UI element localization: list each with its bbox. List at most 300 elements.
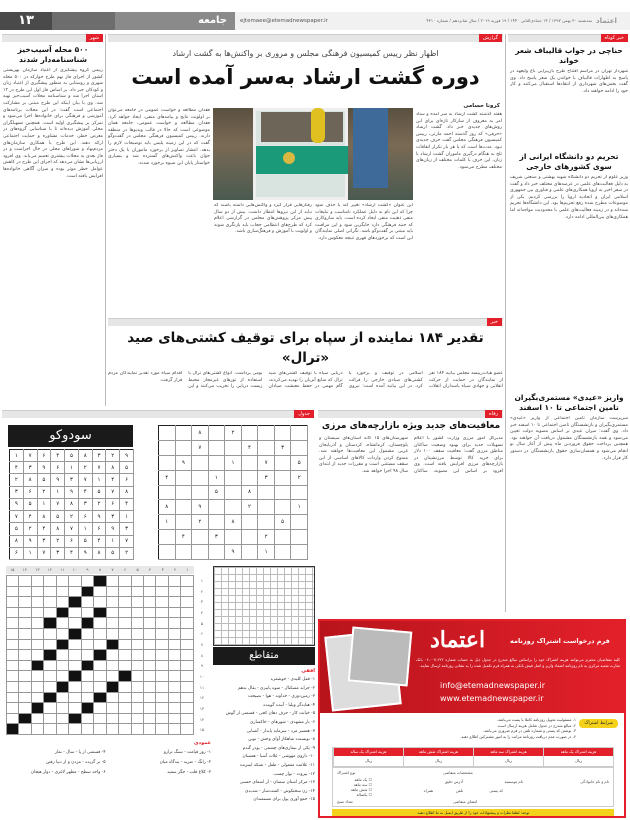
crossword-cell[interactable] [19,681,31,692]
sudoku-cell[interactable]: ۵ [291,455,308,470]
crossword-cell[interactable] [31,607,43,618]
sudoku-cell[interactable] [192,455,209,470]
crossword-cell[interactable] [106,607,118,618]
crossword-cell[interactable] [119,703,131,714]
sudoku-cell[interactable] [175,440,192,455]
crossword-grid[interactable] [6,575,194,735]
crossword-cell[interactable] [181,576,194,587]
crossword-cell[interactable] [56,650,68,661]
crossword-cell[interactable] [94,628,106,639]
sudoku-cell[interactable] [258,485,275,500]
sudoku-cell: ۶ [37,450,51,462]
sudoku-cell[interactable] [291,530,308,545]
sudoku-cell[interactable] [274,530,291,545]
crossword-cell[interactable] [56,576,68,587]
crossword-cell[interactable] [143,639,155,650]
crossword-cell[interactable] [106,618,118,629]
sudoku-cell[interactable] [241,455,258,470]
sudoku-cell[interactable]: ۴ [175,530,192,545]
crossword-cell[interactable] [31,724,43,735]
sudoku-cell[interactable] [159,455,176,470]
sudoku-cell[interactable]: ۸ [241,485,258,500]
sudoku-cell[interactable] [291,485,308,500]
crossword-cell[interactable] [131,650,143,661]
sudoku-cell[interactable] [291,440,308,455]
crossword-cell[interactable] [131,576,143,587]
crossword-cell[interactable] [106,692,118,703]
crossword-cell[interactable] [131,692,143,703]
sudoku-cell[interactable] [274,485,291,500]
company-field[interactable]: نام موسسه [504,779,523,784]
crossword-cell[interactable] [44,660,56,671]
sudoku-cell[interactable] [258,500,275,515]
crossword-cell[interactable] [69,607,81,618]
crossword-cell[interactable] [131,639,143,650]
crossword-cell[interactable] [69,586,81,597]
sudoku-cell[interactable]: ۹ [225,545,242,560]
crossword-cell[interactable] [143,650,155,661]
crossword-cell[interactable] [81,650,93,661]
sudoku-cell[interactable] [192,545,209,560]
crossword-cell[interactable] [131,618,143,629]
crossword-cell[interactable] [81,628,93,639]
crossword-cell[interactable] [44,586,56,597]
sudoku-cell[interactable]: ۸ [192,426,209,441]
crossword-cell[interactable] [131,671,143,682]
crossword-cell[interactable] [56,618,68,629]
crossword-cell[interactable] [106,628,118,639]
ad-email[interactable]: info@etemadnewspaper.ir [440,681,546,690]
crossword-cell[interactable] [106,597,118,608]
crossword-cell[interactable] [131,597,143,608]
sudoku-cell[interactable] [241,470,258,485]
sudoku-cell[interactable] [175,426,192,441]
crossword-cell[interactable] [119,576,131,587]
crossword-cell[interactable] [156,576,168,587]
crossword-cell[interactable] [143,692,155,703]
crossword-cell[interactable] [19,607,31,618]
crossword-cell[interactable] [168,618,180,629]
crossword-cell[interactable] [19,660,31,671]
sudoku-cell[interactable] [258,440,275,455]
crossword-cell[interactable] [56,671,68,682]
crossword-cell[interactable] [81,607,93,618]
crossword-cell[interactable] [44,597,56,608]
crossword-cell[interactable] [119,597,131,608]
crossword-cell[interactable] [19,650,31,661]
crossword-cell[interactable] [156,692,168,703]
sudoku-cell[interactable] [291,426,308,441]
crossword-cell[interactable] [19,639,31,650]
signature-field[interactable]: امضای متقاضی [453,799,478,804]
sudoku-cell[interactable] [208,515,225,530]
crossword-cell[interactable] [31,681,43,692]
crossword-cell[interactable] [156,639,168,650]
crossword-cell[interactable] [156,681,168,692]
sudoku-cell[interactable] [225,530,242,545]
crossword-cell[interactable] [143,681,155,692]
crossword-cell[interactable] [168,628,180,639]
sudoku-cell[interactable]: ۱ [291,500,308,515]
crossword-cell[interactable] [168,639,180,650]
sudoku-cell[interactable] [175,485,192,500]
crossword-black-cell [81,586,93,597]
sudoku-cell[interactable]: ۲ [225,426,242,441]
crossword-cell[interactable] [181,713,194,724]
crossword-cell[interactable] [31,639,43,650]
crossword-cell[interactable] [19,576,31,587]
crossword-cell[interactable] [69,724,81,735]
sudoku-cell[interactable] [159,545,176,560]
crossword-cell[interactable] [181,607,194,618]
sudoku-cell[interactable]: ۲ [192,515,209,530]
crossword-cell[interactable] [168,681,180,692]
crossword-cell[interactable] [181,597,194,608]
crossword-cell[interactable] [168,586,180,597]
crossword-cell[interactable] [19,703,31,714]
subscription-form[interactable] [332,767,614,807]
sudoku-cell[interactable] [291,515,308,530]
crossword-cell[interactable] [143,607,155,618]
crossword-cell[interactable] [81,724,93,735]
crossword-cell[interactable] [19,618,31,629]
crossword-cell[interactable] [31,628,43,639]
sudoku-cell[interactable] [291,545,308,560]
sudoku-cell[interactable]: ۸ [159,500,176,515]
crossword-cell[interactable] [56,703,68,714]
mobile-field[interactable]: همراه [423,788,433,793]
sudoku-cell[interactable]: ۳ [208,530,225,545]
crossword-cell[interactable] [168,576,180,587]
crossword-cell[interactable] [168,607,180,618]
crossword-cell[interactable] [31,692,43,703]
crossword-cell[interactable] [106,650,118,661]
crossword-cell[interactable] [156,597,168,608]
sudoku-cell[interactable] [175,515,192,530]
crossword-cell[interactable] [156,713,168,724]
crossword-cell[interactable] [19,597,31,608]
crossword-cell[interactable] [156,724,168,735]
crossword-cell[interactable] [7,586,19,597]
crossword-cell[interactable] [119,681,131,692]
sudoku-cell[interactable]: ۲ [241,500,258,515]
crossword-cell[interactable] [44,639,56,650]
sudoku-cell[interactable] [274,545,291,560]
crossword-cell[interactable] [143,618,155,629]
sudoku-cell[interactable]: ۷ [192,440,209,455]
crossword-cell[interactable] [69,692,81,703]
sudoku-cell[interactable] [208,545,225,560]
crossword-cell[interactable] [131,586,143,597]
crossword-cell[interactable] [143,576,155,587]
sudoku-cell[interactable] [274,426,291,441]
crossword-cell[interactable] [44,628,56,639]
sudoku-cell[interactable]: ۲ [258,530,275,545]
crossword-cell[interactable] [168,703,180,714]
crossword-cell[interactable] [181,650,194,661]
crossword-cell[interactable] [7,597,19,608]
crossword-cell[interactable] [56,586,68,597]
crossword-cell[interactable] [31,713,43,724]
crossword-cell[interactable] [69,576,81,587]
sudoku-cell[interactable]: ۹ [192,500,209,515]
sudoku-cell[interactable]: ۱ [159,515,176,530]
crossword-cell[interactable] [94,703,106,714]
name-field[interactable]: نام و نام خانوادگی [580,779,609,784]
ad-title: فرم درخواست اشتراک روزنامه [510,637,610,645]
crossword-cell[interactable] [156,660,168,671]
crossword-cell[interactable] [44,724,56,735]
crossword-cell[interactable] [156,618,168,629]
sudoku-cell[interactable]: ۳ [258,470,275,485]
crossword-cell[interactable] [81,576,93,587]
crossword-cell[interactable] [7,660,19,671]
crossword-cell[interactable] [19,628,31,639]
crossword-cell[interactable] [56,660,68,671]
crossword-cell[interactable] [106,703,118,714]
sudoku-cell[interactable]: ۱ [258,545,275,560]
crossword-cell[interactable] [119,650,131,661]
sudoku-cell[interactable] [159,530,176,545]
sudoku-cell[interactable]: ۸ [225,515,242,530]
sudoku-cell[interactable]: ۴ [159,470,176,485]
crossword-cell[interactable] [119,713,131,724]
crossword-cell[interactable] [181,724,194,735]
crossword-cell[interactable] [31,586,43,597]
sudoku-cell[interactable] [192,485,209,500]
sudoku-cell[interactable] [225,500,242,515]
crossword-cell[interactable] [44,671,56,682]
crossword-cell[interactable] [69,681,81,692]
crossword-cell[interactable] [7,650,19,661]
crossword-cell[interactable] [56,692,68,703]
crossword-cell[interactable] [44,576,56,587]
crossword-cell[interactable] [94,671,106,682]
crossword-cell[interactable] [143,597,155,608]
crossword-cell[interactable] [131,660,143,671]
section-email[interactable]: ejtemaee@etemadnewspaper.ir [240,18,328,24]
sudoku-cell[interactable]: ۱ [225,455,242,470]
crossword-cell[interactable] [119,724,131,735]
crossword-cell[interactable] [81,597,93,608]
crossword-cell[interactable] [143,671,155,682]
sudoku-cell[interactable]: ۲ [291,470,308,485]
crossword-cell[interactable] [19,586,31,597]
sudoku-cell[interactable] [208,440,225,455]
crossword-cell[interactable] [19,724,31,735]
crossword-cell[interactable] [119,607,131,618]
crossword-cell[interactable] [69,618,81,629]
crossword-cell[interactable] [56,628,68,639]
sudoku-puzzle-grid[interactable] [158,425,308,560]
postal-field[interactable]: کد پستی [489,788,503,793]
sudoku-cell[interactable] [159,426,176,441]
crossword-cell[interactable] [69,639,81,650]
crossword-cell[interactable] [7,681,19,692]
police-emblem [283,152,295,164]
crossword-cell[interactable] [7,618,19,629]
sudoku-cell[interactable] [241,545,258,560]
crossword-cell[interactable] [31,597,43,608]
crossword-cell[interactable] [181,618,194,629]
crossword-cell[interactable] [94,639,106,650]
sudoku-cell[interactable] [208,426,225,441]
sudoku-cell[interactable] [258,426,275,441]
sudoku-cell[interactable] [241,426,258,441]
crossword-cell[interactable] [181,692,194,703]
crossword-cell[interactable] [69,650,81,661]
phone-field[interactable]: تلفن [455,788,463,793]
crossword-cell[interactable] [143,586,155,597]
address-field[interactable]: آدرس دقیق [444,779,463,784]
crossword-cell[interactable] [131,724,143,735]
crossword-cell[interactable] [94,724,106,735]
sudoku-cell[interactable] [192,470,209,485]
crossword-cell[interactable] [81,692,93,703]
crossword-cell[interactable] [106,586,118,597]
crossword-cell[interactable] [143,703,155,714]
sudoku-cell[interactable] [159,440,176,455]
sudoku-cell[interactable] [192,530,209,545]
sudoku-cell[interactable] [175,545,192,560]
crossword-cell[interactable] [156,703,168,714]
crossword-cell[interactable] [7,576,19,587]
crossword-cell[interactable] [156,628,168,639]
ad-website[interactable]: www.etemadnewspaper.ir [440,694,544,703]
sudoku-cell[interactable]: ۴ [241,440,258,455]
duration-options[interactable] [337,777,372,797]
crossword-cell[interactable] [119,660,131,671]
crossword-cell[interactable] [156,650,168,661]
crossword-cell[interactable] [56,713,68,724]
crossword-cell[interactable] [31,650,43,661]
crossword-cell[interactable] [81,639,93,650]
crossword-cell[interactable] [44,703,56,714]
crossword-cell[interactable] [106,576,118,587]
sudoku-cell[interactable] [208,500,225,515]
crossword-cell[interactable] [119,639,131,650]
crossword-cell[interactable] [31,576,43,587]
sudoku-cell[interactable]: ۱ [208,470,225,485]
crossword-cell[interactable] [143,628,155,639]
crossword-cell[interactable] [81,681,93,692]
crossword-cell[interactable] [94,597,106,608]
crossword-cell[interactable] [94,586,106,597]
crossword-cell[interactable] [143,724,155,735]
sudoku-cell[interactable] [225,440,242,455]
crossword-cell[interactable] [181,703,194,714]
sudoku-cell[interactable] [225,485,242,500]
crossword-cell[interactable] [94,681,106,692]
crossword-cell[interactable] [119,586,131,597]
crossword-cell[interactable] [131,703,143,714]
crossword-cell[interactable] [181,639,194,650]
crossword-cell[interactable] [19,671,31,682]
crossword-cell[interactable] [119,692,131,703]
crossword-cell[interactable] [106,671,118,682]
sudoku-cell[interactable] [274,470,291,485]
sudoku-cell[interactable] [241,515,258,530]
crossword-cell[interactable] [69,660,81,671]
crossword-cell[interactable] [168,692,180,703]
crossword-cell[interactable] [56,724,68,735]
crossword-cell[interactable] [131,713,143,724]
crossword-cell[interactable] [131,681,143,692]
crossword-cell[interactable] [94,660,106,671]
crossword-cell[interactable] [44,681,56,692]
sudoku-cell[interactable] [274,500,291,515]
sudoku-cell[interactable] [175,470,192,485]
across-clue: ۱۳- مرکز استان سمنان - از اسمای حسنی [239,780,315,786]
sudoku-cell[interactable] [175,500,192,515]
crossword-cell[interactable] [7,692,19,703]
sudoku-cell[interactable] [225,470,242,485]
sudoku-cell[interactable]: ۵ [274,515,291,530]
sudoku-cell[interactable] [241,530,258,545]
crossword-cell[interactable] [168,660,180,671]
crossword-cell[interactable] [106,724,118,735]
crossword-cell[interactable] [7,628,19,639]
crossword-cell[interactable] [156,671,168,682]
crossword-cell[interactable] [143,660,155,671]
sudoku-cell[interactable] [274,455,291,470]
sudoku-cell[interactable]: ۷ [258,455,275,470]
sudoku-cell[interactable]: ۹ [175,455,192,470]
crossword-cell[interactable] [31,671,43,682]
crossword-cell[interactable] [181,628,194,639]
crossword-cell[interactable] [94,618,106,629]
crossword-cell[interactable] [94,713,106,724]
crossword-cell[interactable] [7,703,19,714]
crossword-cell[interactable] [143,713,155,724]
crossword-cell[interactable] [7,713,19,724]
crossword-cell[interactable] [131,628,143,639]
crossword-cell[interactable] [31,618,43,629]
crossword-cell[interactable] [181,660,194,671]
crossword-cell[interactable] [131,607,143,618]
crossword-cell[interactable] [106,713,118,724]
sudoku-cell[interactable] [159,485,176,500]
crossword-cell[interactable] [168,650,180,661]
crossword-cell[interactable] [181,681,194,692]
crossword-cell[interactable] [168,671,180,682]
crossword-cell[interactable] [106,660,118,671]
crossword-cell[interactable] [156,586,168,597]
crossword-cell[interactable] [168,724,180,735]
crossword-cell[interactable] [81,671,93,682]
crossword-cell[interactable] [7,607,19,618]
crossword-cell[interactable] [119,618,131,629]
crossword-cell[interactable] [156,607,168,618]
crossword-cell[interactable] [44,713,56,724]
sudoku-cell[interactable]: ۵ [208,485,225,500]
sudoku-cell[interactable]: ۳ [274,440,291,455]
crossword-cell[interactable] [44,607,56,618]
sudoku-cell[interactable] [258,515,275,530]
crossword-cell[interactable] [168,597,180,608]
crossword-cell[interactable] [119,628,131,639]
crossword-cell[interactable] [181,586,194,597]
crossword-cell[interactable] [7,671,19,682]
crossword-cell[interactable] [19,692,31,703]
crossword-cell[interactable] [56,597,68,608]
crossword-cell[interactable] [69,703,81,714]
crossword-cell[interactable] [181,671,194,682]
crossword-cell[interactable] [7,639,19,650]
sudoku-cell[interactable] [208,455,225,470]
crossword-cell[interactable] [168,713,180,724]
crossword-cell[interactable] [81,713,93,724]
